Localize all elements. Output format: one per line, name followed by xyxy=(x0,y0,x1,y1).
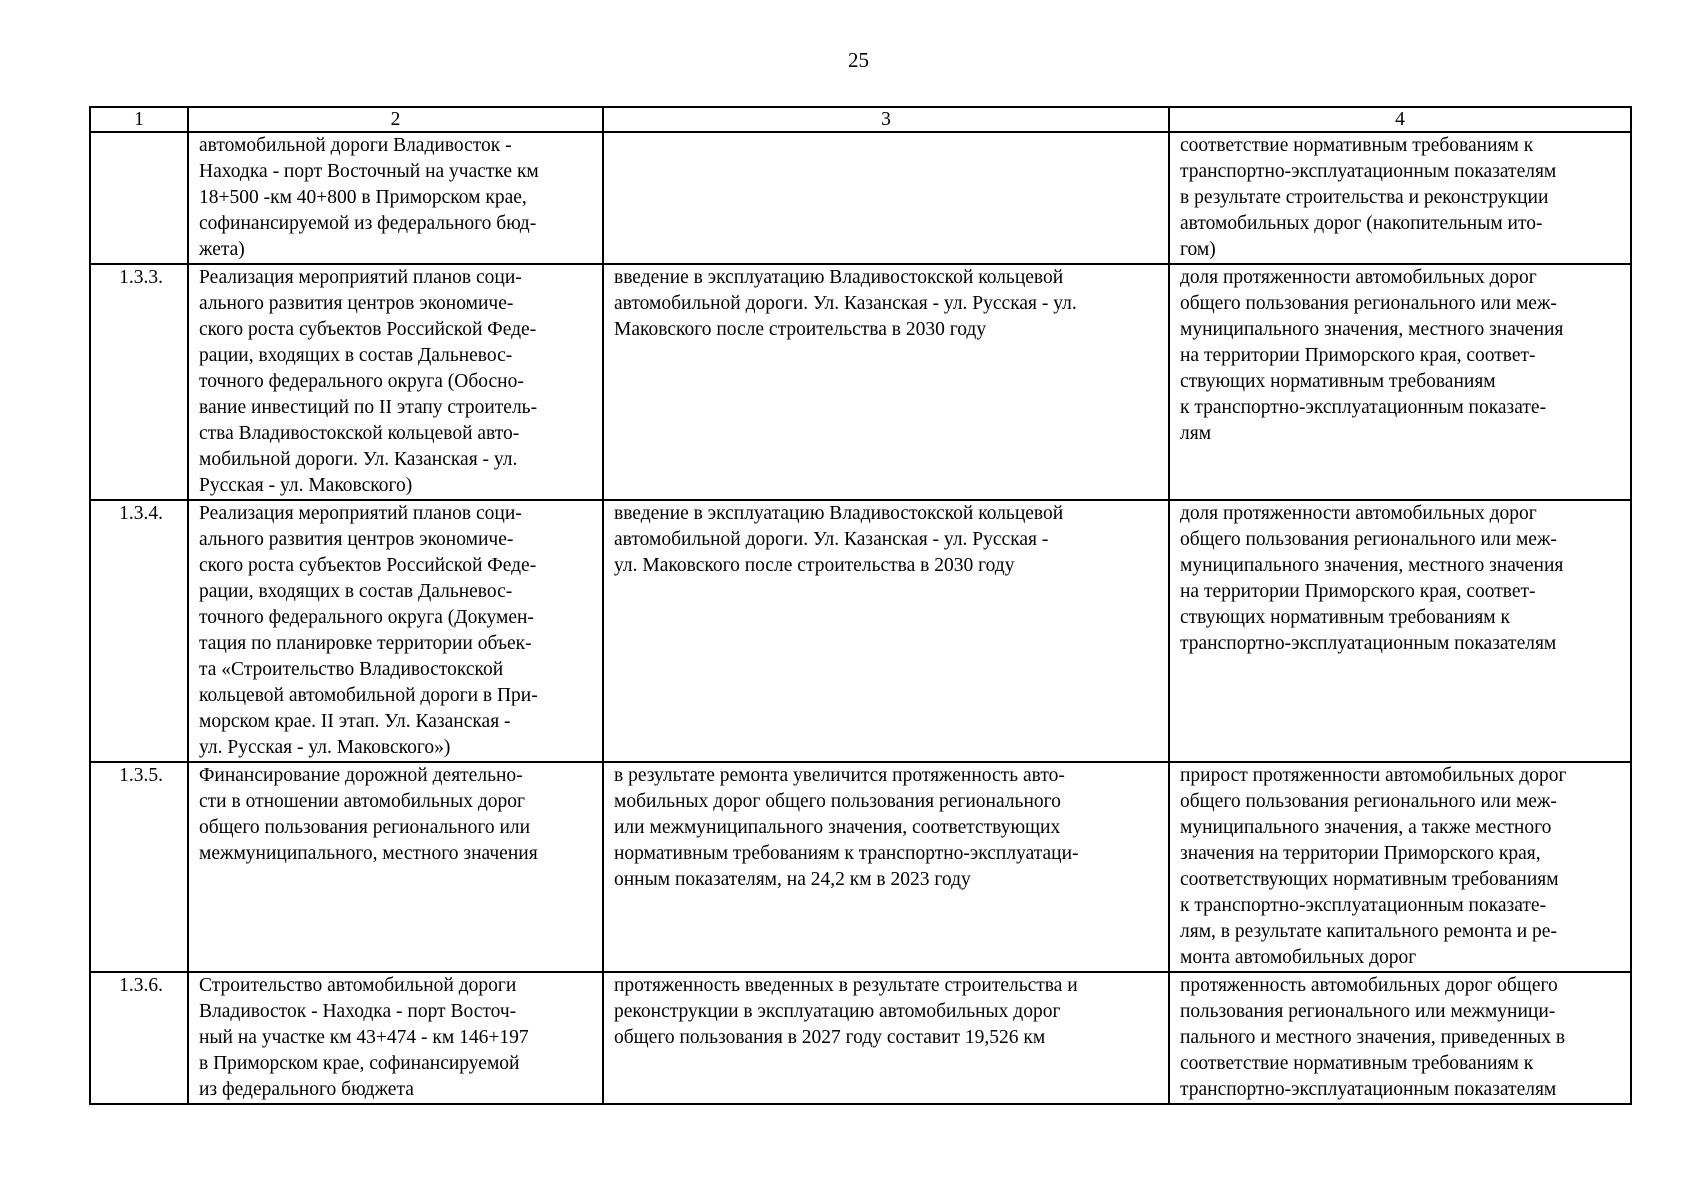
document-table xyxy=(89,106,1632,1105)
column-header: 2 xyxy=(188,107,603,132)
event-description: Строительство автомобильной дороги Владивосток - Находка - порт Восточ- ный на участке км 43+474 - км 146+197 в Приморском крае, софинансируемой из федерального бюджета xyxy=(188,972,603,1104)
row-number: 1.3.5. xyxy=(90,762,188,972)
indicator-link: доля протяженности автомобильных дорог общего пользования регионального или меж- муниципального значения, местного значения на территории Приморского края, соответ- ствующих нормативным требованиям к транспортно-эксплуатационным показателям xyxy=(1169,500,1631,762)
column-header: 3 xyxy=(603,107,1169,132)
table-row xyxy=(90,132,1631,264)
event-description: Финансирование дорожной деятельно- сти в отношении автомобильных дорог общего пользования регионального или межмуниципального, местного значения xyxy=(188,762,603,972)
expected-result: протяженность введенных в результате строительства и реконструкции в эксплуатацию автомобильных дорог общего пользования в 2027 году составит 19,526 км xyxy=(603,972,1169,1104)
event-description: Реализация мероприятий планов соци- ального развития центров экономиче- ского роста субъектов Российской Феде- рации, входящих в состав Дальневос- точного федерального округа (Обосно- вание инвестиций по II этапу строитель- ства Владивостокской кольцевой авто- мобильной дороги. Ул. Казанская - ул. Русская - ул. Маковского) xyxy=(188,264,603,500)
table-row xyxy=(90,762,1631,972)
indicator-link: протяженность автомобильных дорог общего пользования регионального или межмуници- пального и местного значения, приведенных в соответствие нормативным требованиям к транспортно-эксплуатационным показателям xyxy=(1169,972,1631,1104)
page-number: 25 xyxy=(848,48,869,72)
table-row xyxy=(90,264,1631,500)
event-description: автомобильной дороги Владивосток - Находка - порт Восточный на участке км 18+500 -км 40+800 в Приморском крае, софинансируемой из федерального бюд- жета) xyxy=(188,132,603,264)
column-header: 4 xyxy=(1169,107,1631,132)
column-header: 1 xyxy=(90,107,188,132)
table-header-row xyxy=(90,107,1631,132)
row-number xyxy=(90,132,188,264)
indicator-link: доля протяженности автомобильных дорог общего пользования регионального или меж- муниципального значения, местного значения на территории Приморского края, соответ- ствующих нормативным требованиям к транспортно-эксплуатационным показате- лям xyxy=(1169,264,1631,500)
expected-result xyxy=(603,132,1169,264)
row-number: 1.3.6. xyxy=(90,972,188,1104)
indicator-link: прирост протяженности автомобильных дорог общего пользования регионального или меж- муниципального значения, а также местного значения на территории Приморского края, соответствующих нормативным требованиям к транспортно-эксплуатационным показате- лям, в результате капитального ремонта и ре- монта автомобильных дорог xyxy=(1169,762,1631,972)
expected-result: в результате ремонта увеличится протяженность авто- мобильных дорог общего пользования регионального или межмуниципального значения, соответствующих нормативным требованиям к транспортно-эксплуатаци- онным показателям, на 24,2 км в 2023 году xyxy=(603,762,1169,972)
expected-result: введение в эксплуатацию Владивостокской кольцевой автомобильной дороги. Ул. Казанская - ул. Русская - ул. Маковского после строительства в 2030 году xyxy=(603,264,1169,500)
table-row xyxy=(90,972,1631,1104)
table-row xyxy=(90,500,1631,762)
expected-result: введение в эксплуатацию Владивостокской кольцевой автомобильной дороги. Ул. Казанская - ул. Русская - ул. Маковского после строительства в 2030 году xyxy=(603,500,1169,762)
row-number: 1.3.3. xyxy=(90,264,188,500)
row-number: 1.3.4. xyxy=(90,500,188,762)
indicator-link: соответствие нормативным требованиям к транспортно-эксплуатационным показателям в результате строительства и реконструкции автомобильных дорог (накопительным ито- гом) xyxy=(1169,132,1631,264)
event-description: Реализация мероприятий планов соци- ального развития центров экономиче- ского роста субъектов Российской Феде- рации, входящих в состав Дальневос- точного федерального округа (Докумен- тация по планировке территории объек- та «Строительство Владивостокской кольцевой автомобильной дороги в При- морском крае. II этап. Ул. Казанская - ул. Русская - ул. Маковского») xyxy=(188,500,603,762)
